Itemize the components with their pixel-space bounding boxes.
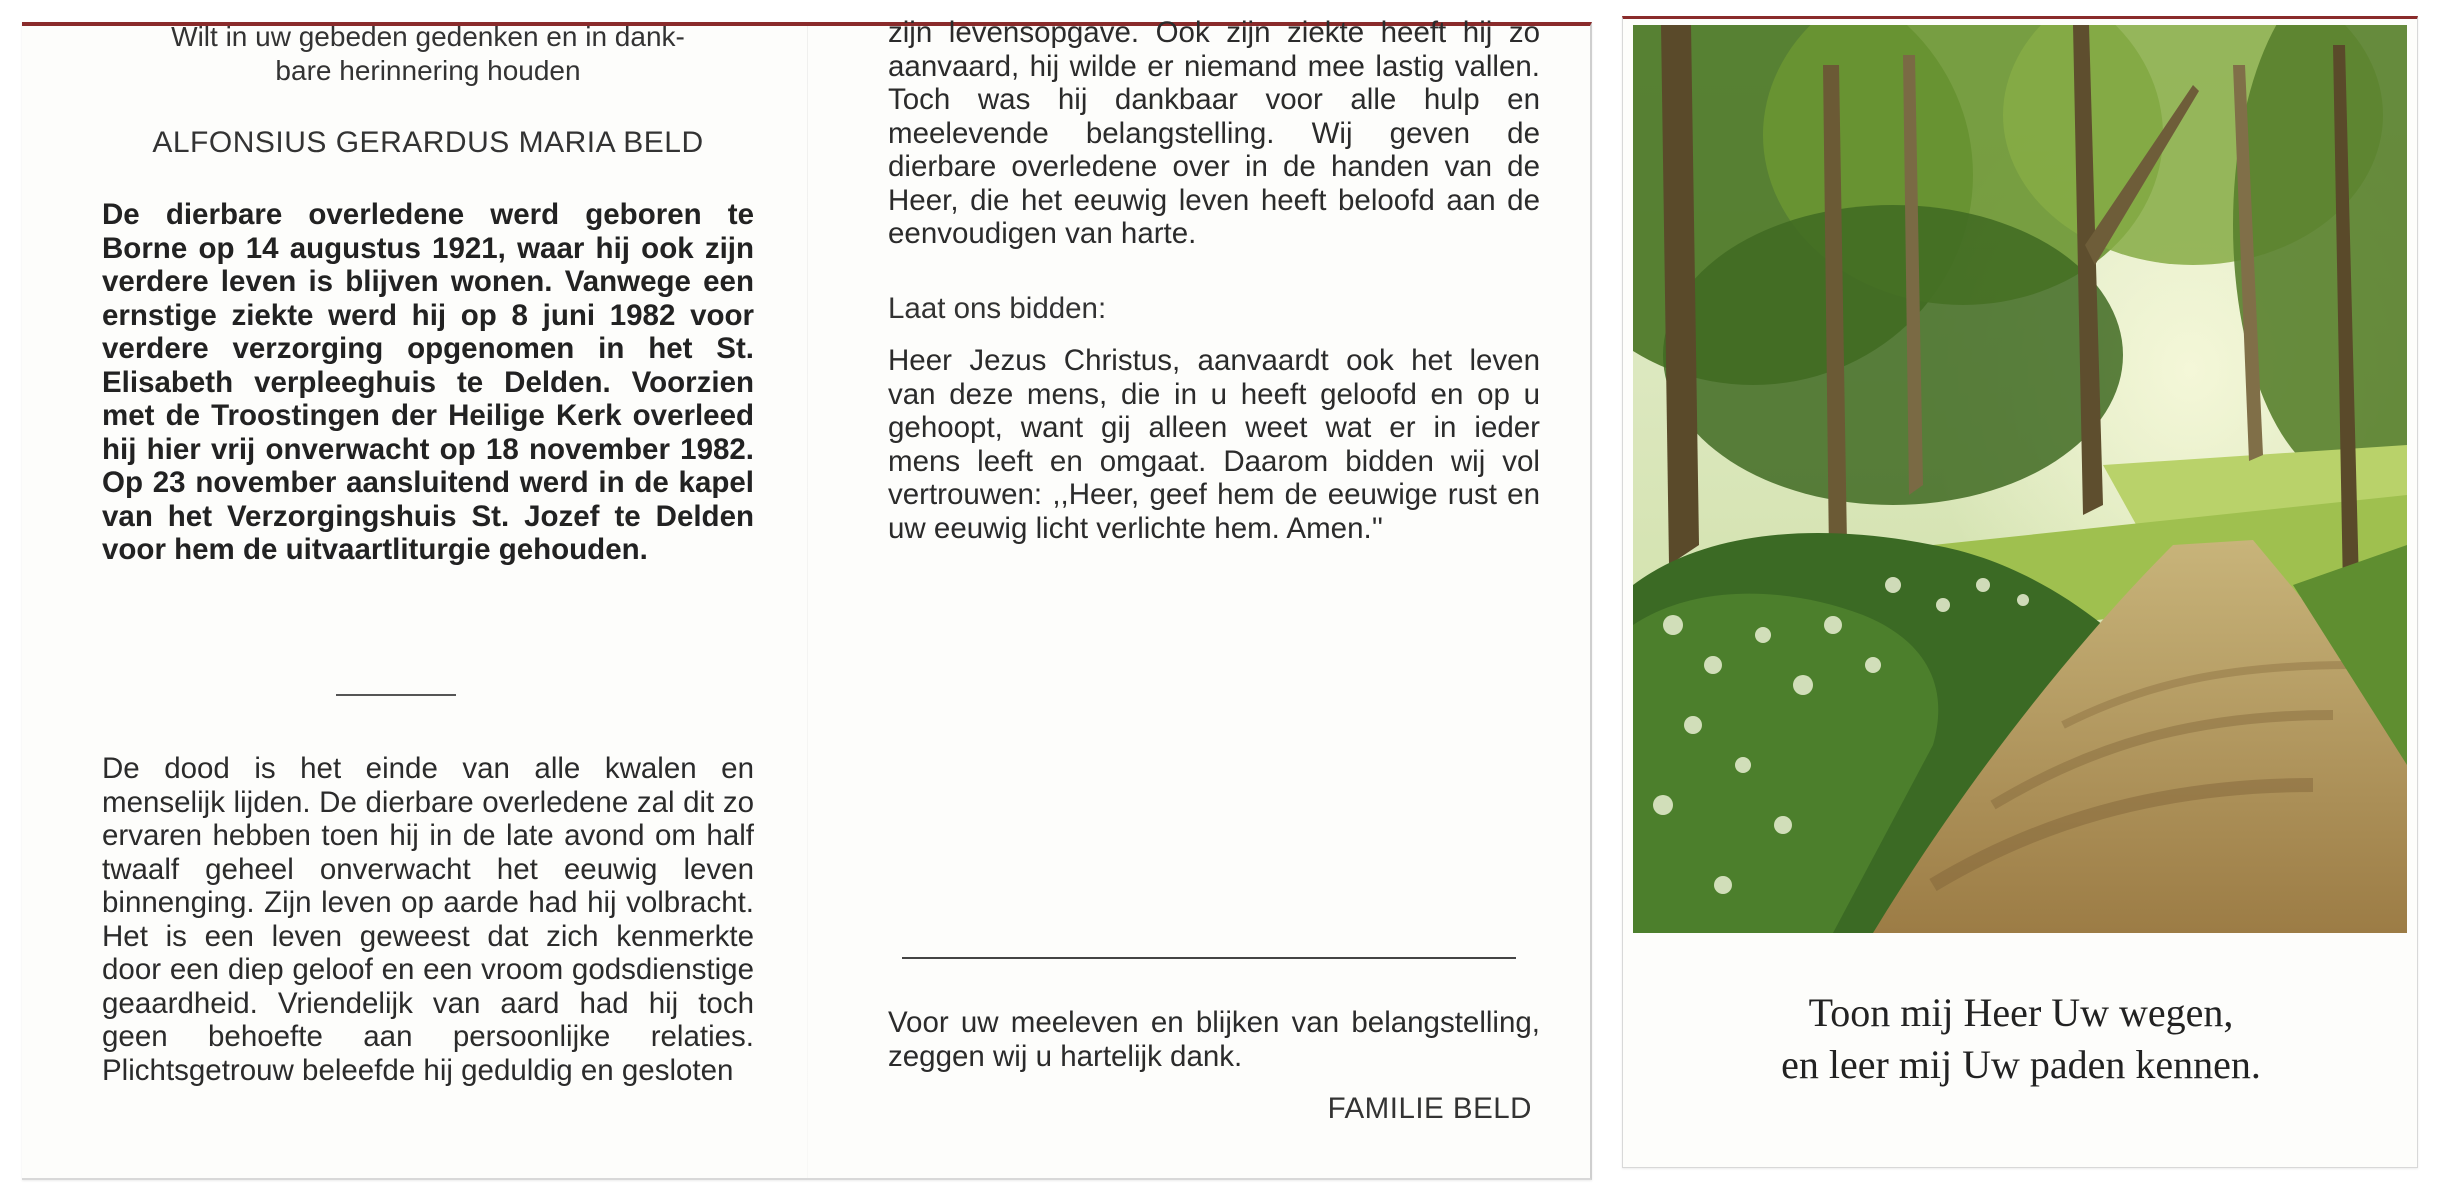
- prayer-paragraph: Heer Jezus Christus, aanvaardt ook het leven van deze mens, die in u heeft geloofd en op u gehoopt, want gij alleen weet wat er in ieder mens leeft en omgaat. Daarom bidden wij vol vertrouwen: ,,Heer, geef hem de eeuwige rust en uw eeuwig licht verlichte hem. Amen.'': [888, 344, 1540, 545]
- caption-line: Toon mij Heer Uw wegen,: [1808, 990, 2234, 1035]
- intro-line: bare herinnering houden: [275, 55, 581, 86]
- family-signature: FAMILIE BELD: [1327, 1092, 1532, 1125]
- intro-text: [102, 20, 754, 88]
- thanks-divider: [902, 957, 1516, 959]
- bible-verse-caption: [1623, 987, 2419, 1091]
- biography-paragraph: De dierbare overledene werd geboren te Borne op 14 augustus 1921, waar hij ook zijn verdere leven is blijven wonen. Vanwege een ernstige ziekte werd hij op 8 juni 1982 voor verdere verzorging opgenomen in het St. Elisabeth verpleeghuis te Delden. Voorzien met de Troostingen der Heilige Kerk overleed hij hier vrij onverwacht op 18 november 1982. Op 23 november aansluitend werd in de kapel van het Verzorgingshuis St. Jozef te Delden voor hem de uitvaartliturgie gehouden.: [102, 198, 754, 566]
- intro-line: Wilt in uw gebeden gedenken en in dank-: [171, 21, 685, 52]
- reflection-paragraph: De dood is het einde van alle kwalen en menselijk lijden. De dierbare overledene zal dit zo ervaren hebben toen hij in de late avond om half twaalf geheel onverwacht het eeuwig leven binnenging. Zijn leven op aarde had hij volbracht. Het is een leven geweest dat zich kenmerkte door een diep geloof en een vroom godsdienstige geaardheid. Vriendelijk van aard had hij toch geen behoefte aan persoonlijke relaties. Plichtsgetrouw beleefde hij geduldig en gesloten: [102, 752, 754, 1087]
- forest-path-photo: [1633, 25, 2407, 933]
- prayer-heading: Laat ons bidden:: [888, 292, 1107, 325]
- card-fold-line: [807, 26, 808, 1178]
- memorial-card-inner-spread: [22, 16, 1592, 1180]
- thanks-paragraph: Voor uw meeleven en blijken van belangstelling, zeggen wij u hartelijk dank.: [888, 1006, 1540, 1073]
- section-divider: [336, 694, 456, 696]
- continuation-paragraph: zijn levensopgave. Ook zijn ziekte heeft hij zo aanvaard, hij wilde er niemand mee lastig vallen. Toch was hij dankbaar voor alle hulp en meelevende belangstelling. Wij geven de dierbare overledene over in de handen van de Heer, die het eeuwig leven heeft beloofd aan de eenvoudigen van harte.: [888, 16, 1540, 250]
- memorial-card-front: [1622, 16, 2418, 1168]
- caption-line: en leer mij Uw paden kennen.: [1781, 1042, 2261, 1087]
- deceased-name: ALFONSIUS GERARDUS MARIA BELD: [152, 126, 704, 159]
